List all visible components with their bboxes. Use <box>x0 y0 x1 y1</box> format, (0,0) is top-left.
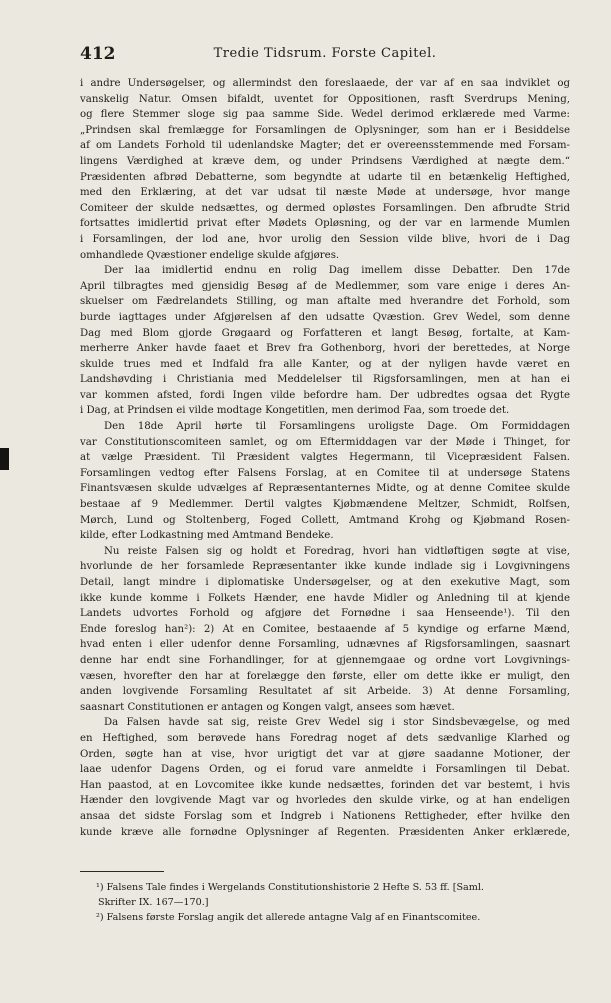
text-line: Præsidenten afbrød Debatterne, som begyndte at udarte til en betænkelig Heftighed, <box>80 171 570 183</box>
text-line: merherre Anker havde faaet et Brev fra Gothenborg, hvori der berettedes, at Norge <box>80 343 570 355</box>
running-title: Tredie Tidsrum. Forste Capitel. <box>213 46 437 61</box>
text-line: Orden, søgte han at vise, hvor urigtigt det var at gjøre saadanne Motioner, der <box>80 748 570 760</box>
text-line: laae udenfor Dagens Orden, og ei forud vare anmeldte i Forsamlingen til Debat. <box>80 764 570 776</box>
text-line: omhandlede Qvæstioner endelige skulde afgjøres. <box>80 249 340 261</box>
text-line: af om Landets Forhold til udenlandske Magter; det er overeensstemmende med Forsam- <box>80 140 570 152</box>
text-line: Dag med Blom gjorde Grøgaard og Forfatteren et langt Besøg, fortalte, at Kam- <box>80 327 570 339</box>
footnote-rule <box>80 871 164 872</box>
text-line: denne har endt sine Forhandlinger, for at gjennemgaae og ordne vort Lovgivnings- <box>80 654 570 666</box>
text-line: i andre Undersøgelser, og allermindst den foreslaaede, der var af en saa indviklet og <box>80 78 570 89</box>
text-line: burde iagttages under Afgjørelsen af den udsatte Qvæstion. Grev Wedel, som denne <box>80 311 570 323</box>
text-line: anden lovgivende Forsamling Resultatet af sit Arbeide. 3) At denne Forsamling, <box>80 686 570 698</box>
text-line: Comiteer der skulde nedsættes, og dermed opløstes Forsamlingen. Den afbrudte Strid <box>80 202 570 214</box>
text-line: kilde, efter Lodkastning med Amtmand Bendeke. <box>80 530 334 542</box>
text-line: en Heftighed, som berøvede hans Foredrag noget af dets sædvanlige Klarhed og <box>80 732 570 744</box>
text-line: var Constitutionscomiteen samlet, og om Eftermiddagen var der Møde i Thinget, for <box>80 436 570 448</box>
page-edge-mark <box>0 448 9 470</box>
text-line: Mørch, Lund og Stoltenberg, Foged Collett, Amtmand Krohg og Kjøbmand Rosen- <box>80 514 570 526</box>
text-line: skulde trues med et Indfald fra alle Kanter, og at der nyligen havde været en <box>80 358 570 370</box>
text-line: i Forsamlingen, der lod ane, hvor urolig den Session vilde blive, hvori de i Dag <box>80 233 570 245</box>
text-line: væsen, hvorefter den har at forelægge den første, eller om dette ikke er muligt, den <box>80 670 570 682</box>
text-line: Han paastod, at en Lovcomitee ikke kunde nedsættes, forinden det var bestemt, i hvis <box>80 779 570 791</box>
text-line: at vælge Præsident. Til Præsident valgtes Hegermann, til Vicepræsident Falsen. <box>80 452 570 464</box>
text-line: Nu reiste Falsen sig og holdt et Foredrag, hvori han vidtløftigen søgte at vise, <box>104 545 570 557</box>
footnote-line: ¹) Falsens Tale findes i Wergelands Constitutionshistorie 2 Hefte S. 53 ff. [Saml. <box>96 882 484 893</box>
text-line: skuelser om Fædrelandets Stilling, og man aftalte med hverandre det Forhold, som <box>80 296 570 308</box>
text-line: saasnart Constitutionen er antagen og Kongen valgt, ansees som hævet. <box>80 701 455 713</box>
text-line: var kommen afsted, fordi Ingen vilde befordre ham. Der udbredtes ogsaa det Rygte <box>80 389 570 401</box>
page-number: 412 <box>80 44 116 64</box>
text-line: Detail, langt mindre i diplomatiske Undersøgelser, og at den exekutive Magt, som <box>80 577 570 588</box>
text-line: April tilbragtes med gjensidig Besøg af de Medlemmer, som vare enige i deres An- <box>80 280 570 292</box>
text-line: Finantsvæsen skulde udvælges af Repræsentanternes Midte, og at denne Comitee skulde <box>80 483 570 495</box>
text-line: bestaae af 9 Medlemmer. Dertil valgtes Kjøbmændene Meltzer, Schmidt, Rolfsen, <box>80 499 570 511</box>
page-header <box>80 44 570 64</box>
text-line: i Dag, at Prindsen ei vilde modtage Kongetitlen, men derimod Faa, som troede det. <box>80 405 510 417</box>
text-line: Forsamlingen vedtog efter Falsens Forslag, at en Comitee til at undersøge Statens <box>80 467 570 479</box>
text-line: og flere Stemmer sloge sig paa samme Side. Wedel derimod erklærede med Varme: <box>80 109 570 121</box>
text-line: vanskelig Natur. Omsen bifaldt, uventet for Oppositionen, rasft Sverdrups Mening, <box>80 93 570 105</box>
text-line: fortsattes imidlertid privat efter Mødets Opløsning, og der var en larmende Mumlen <box>80 218 570 230</box>
text-line: Ende foreslog han²): 2) At en Comitee, bestaaende af 5 kyndige og erfarne Mænd, <box>80 623 570 635</box>
body-text <box>80 76 570 840</box>
text-line: ansaa det sidste Forslag som et Indgreb i Nationens Rettigheder, efter hvilke den <box>80 810 570 822</box>
text-line: Hænder den lovgivende Magt var og hvorledes den skulde virke, og at han endeligen <box>80 795 570 807</box>
text-line: Landets udvortes Forhold og afgjøre det Fornødne i saa Henseende¹). Til den <box>80 608 570 620</box>
text-line: ikke kunde komme i Folkets Hænder, ene havde Midler og Anledning til at kjende <box>80 592 570 604</box>
text-line: „Prindsen skal fremlægge for Forsamlingen de Oplysninger, som han er i Besiddelse <box>80 124 570 136</box>
text-line: Landshøvding i Christiania med Meddelelser til Rigsforsamlingen, men at han ei <box>80 374 570 386</box>
text-line: Der laa imidlertid endnu en rolig Dag imellem disse Debatter. Den 17de <box>104 265 570 277</box>
text-line: Den 18de April hørte til Forsamlingens uroligste Dage. Om Formiddagen <box>104 421 570 433</box>
footnote-line: Skrifter IX. 167—170.] <box>98 897 209 908</box>
text-line: hvorlunde de her forsamlede Repræsentanter ikke kunde indlade sig i Lovgivningens <box>80 561 570 573</box>
text-line: med den Erklæring, at det var udsat til næste Møde at undersøge, hvor mange <box>80 187 570 199</box>
text-line: kunde kræve alle fornødne Oplysninger af Regenten. Præsidenten Anker erklærede, <box>80 826 570 838</box>
footnote-line: ²) Falsens første Forslag angik det allerede antagne Valg af en Finantscomitee. <box>96 912 481 923</box>
text-line: Da Falsen havde sat sig, reiste Grev Wedel sig i stor Sindsbevægelse, og med <box>104 717 570 729</box>
text-line: lingens Værdighed at kræve dem, og under Prindsens Værdighed at nægte dem.“ <box>80 155 570 167</box>
text-line: hvad enten i eller udenfor denne Forsamling, udnævnes af Rigsforsamlingen, saasnart <box>80 639 570 651</box>
footnotes <box>80 880 570 925</box>
